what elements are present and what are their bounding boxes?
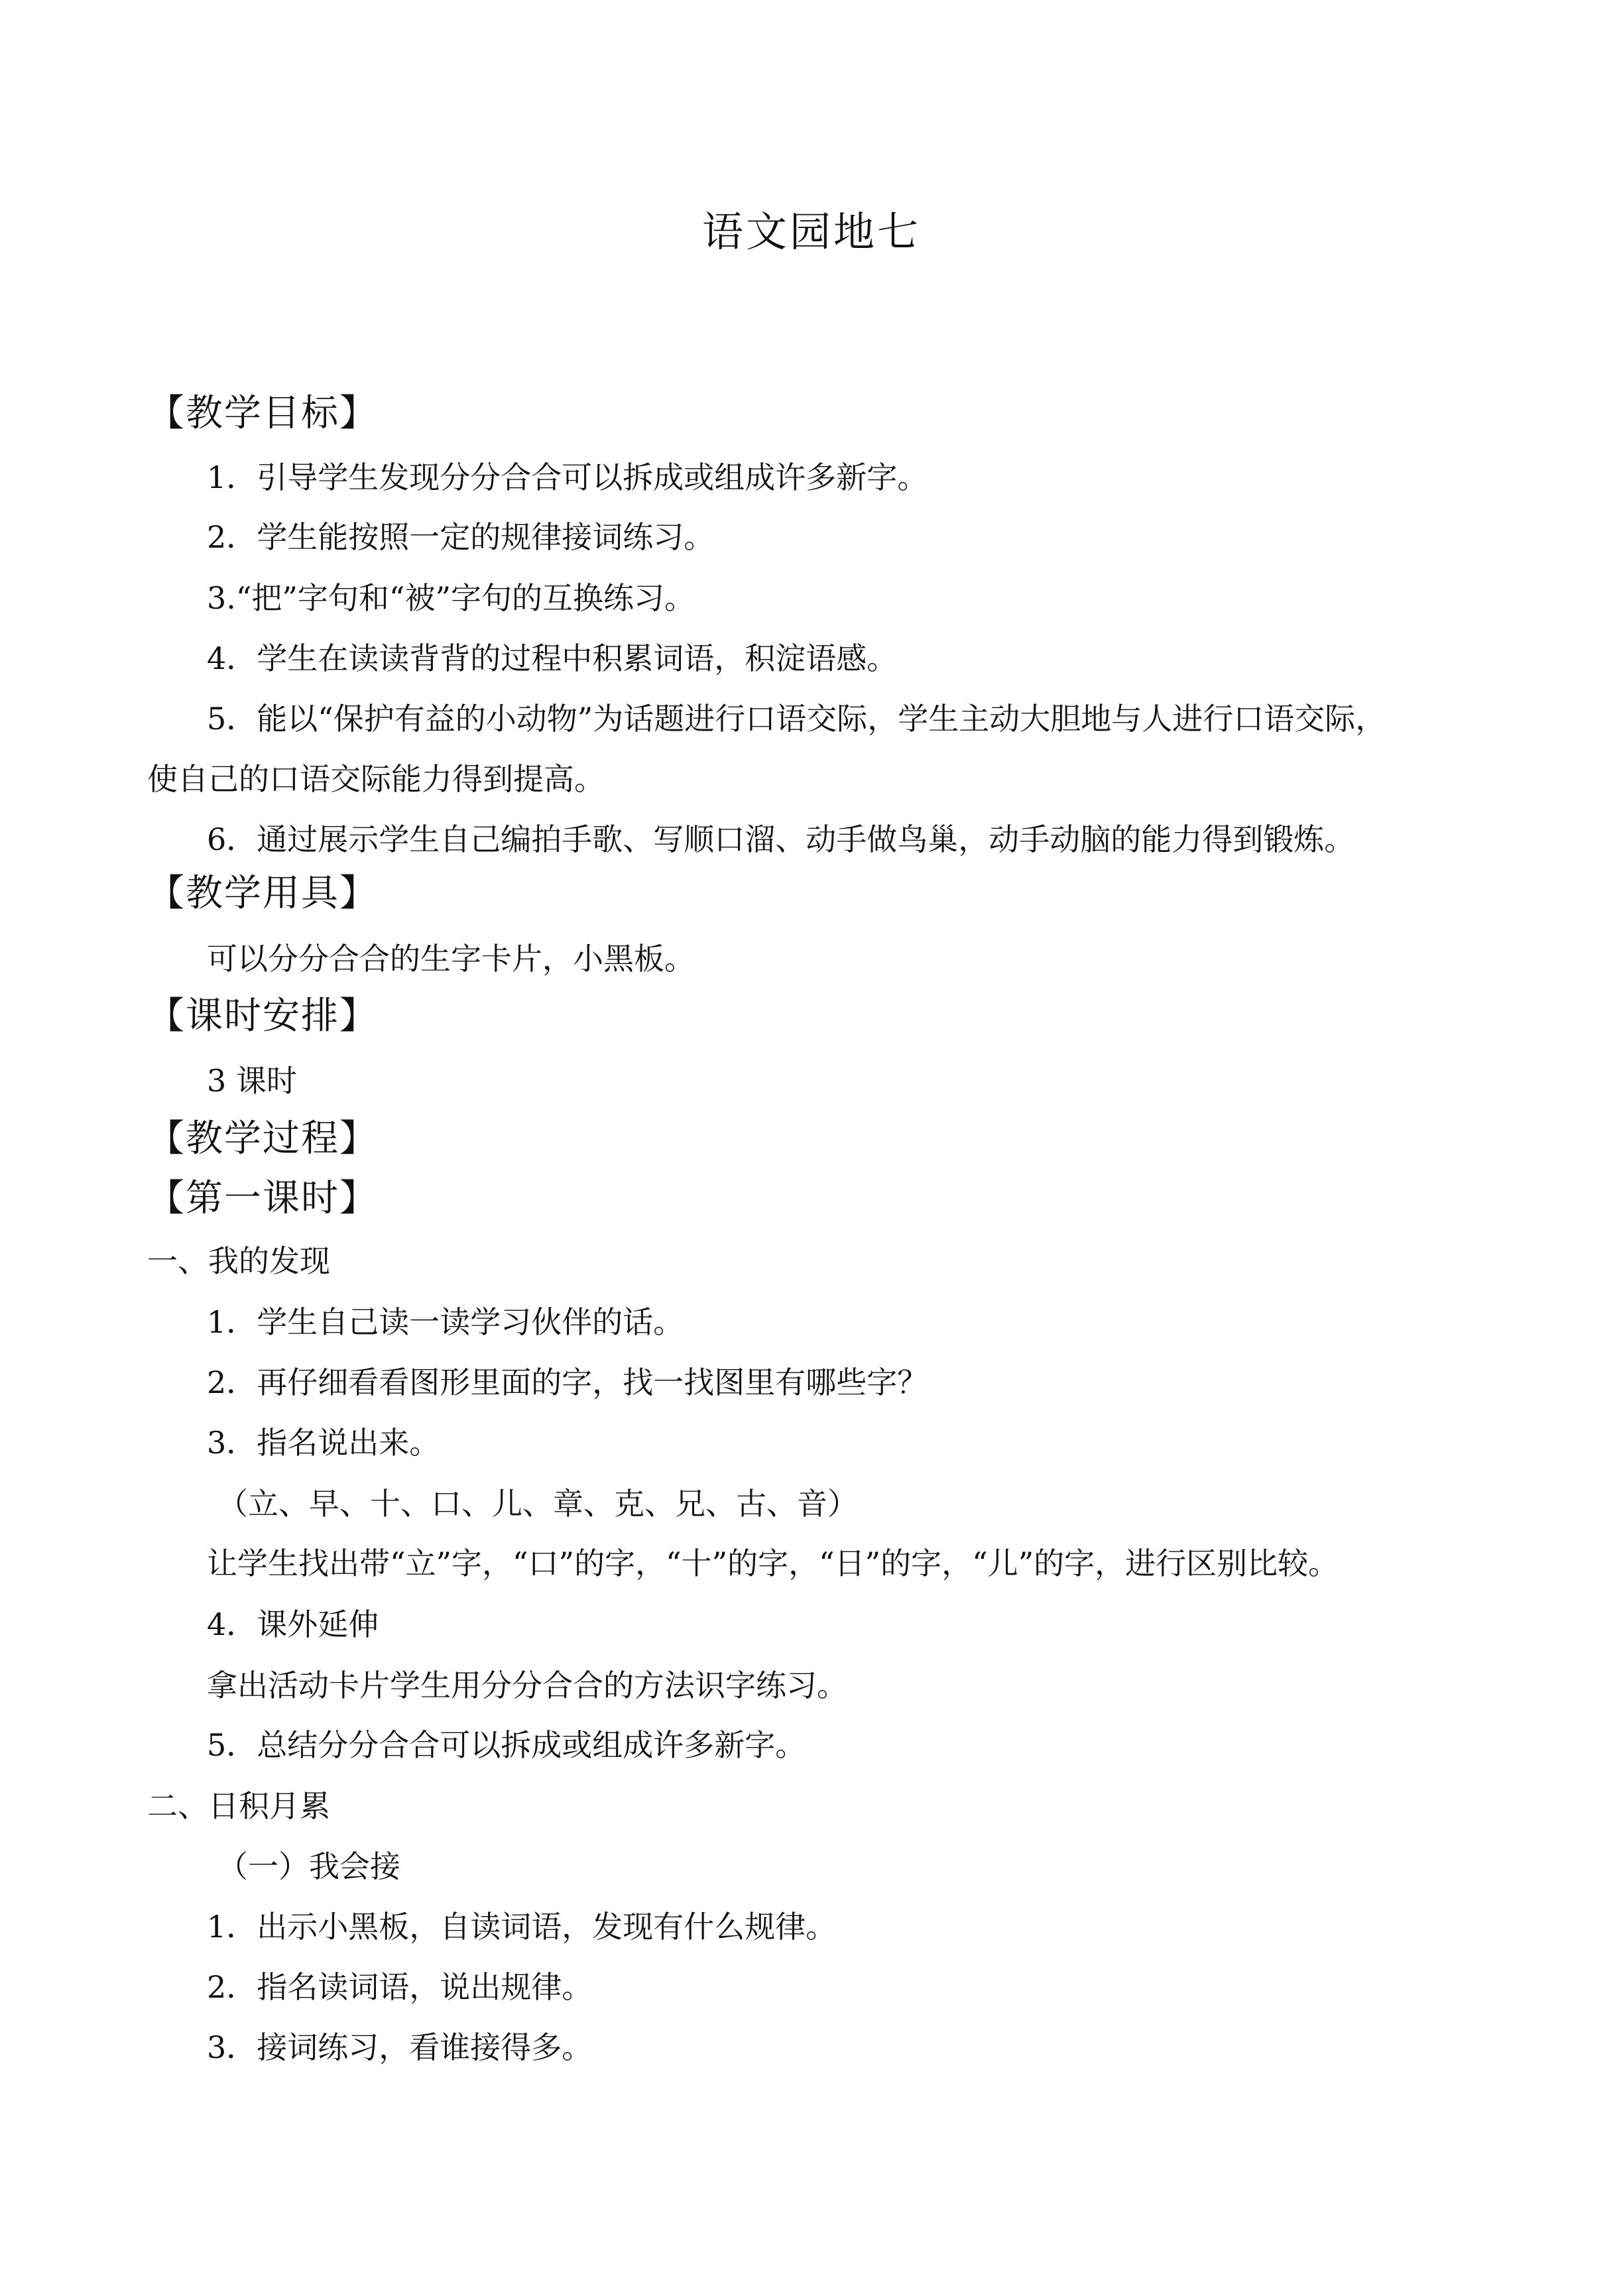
- objective-item-5-continued: 使自己的口语交际能力得到提高。: [147, 761, 605, 797]
- heading-schedule: 【课时安排】: [147, 995, 378, 1038]
- heading-tools: 【教学用具】: [147, 872, 378, 915]
- part1-line-3: 3．指名说出来。: [207, 1425, 440, 1461]
- part1-line-7: 拿出活动卡片学生用分分合合的方法识字练习。: [207, 1667, 847, 1703]
- heading-process: 【教学过程】: [147, 1117, 378, 1160]
- part1-line-4: （立、早、十、口、儿、章、克、兄、古、音）: [217, 1486, 858, 1522]
- part2-line-1: 1．出示小黑板，自读词语，发现有什么规律。: [207, 1909, 837, 1945]
- part1-title: 一、我的发现: [147, 1243, 330, 1279]
- heading-objectives: 【教学目标】: [147, 392, 378, 435]
- part1-line-8: 5．总结分分合合可以拆成或组成许多新字。: [207, 1727, 806, 1763]
- objective-item-2: 2．学生能按照一定的规律接词练习。: [207, 519, 715, 555]
- part1-line-6: 4．课外延伸: [207, 1606, 379, 1642]
- objective-item-1: 1．引导学生发现分分合合可以拆成或组成许多新字。: [207, 459, 928, 495]
- part1-line-5: 让学生找出带“立”字，“口”的字，“十”的字，“日”的字，“儿”的字，进行区别比较。: [207, 1545, 1339, 1581]
- objective-item-4: 4．学生在读读背背的过程中积累词语，积淀语感。: [207, 640, 898, 676]
- part2-line-3: 3．接词练习，看谁接得多。: [207, 2029, 593, 2065]
- part2-line-2: 2．指名读词语，说出规律。: [207, 1969, 593, 2005]
- objective-item-6: 6．通过展示学生自己编拍手歌、写顺口溜、动手做鸟巢，动手动脑的能力得到锻炼。: [207, 821, 1355, 857]
- part2-title: 二、日积月累: [147, 1788, 330, 1824]
- objective-item-5: 5．能以“保护有益的小动物”为话题进行口语交际，学生主动大胆地与人进行口语交际，: [207, 701, 1386, 737]
- heading-lesson-1: 【第一课时】: [147, 1177, 378, 1220]
- objective-item-3: 3.“把”字句和“被”字句的互换练习。: [207, 580, 695, 616]
- schedule-text: 3 课时: [207, 1063, 297, 1099]
- part1-line-1: 1．学生自己读一读学习伙伴的话。: [207, 1304, 684, 1340]
- part2-subtitle: （一）我会接: [217, 1848, 400, 1884]
- part1-line-2: 2．再仔细看看图形里面的字，找一找图里有哪些字？: [207, 1364, 928, 1400]
- tools-text: 可以分分合合的生字卡片，小黑板。: [207, 941, 695, 977]
- document-title: 语文园地七: [701, 208, 921, 256]
